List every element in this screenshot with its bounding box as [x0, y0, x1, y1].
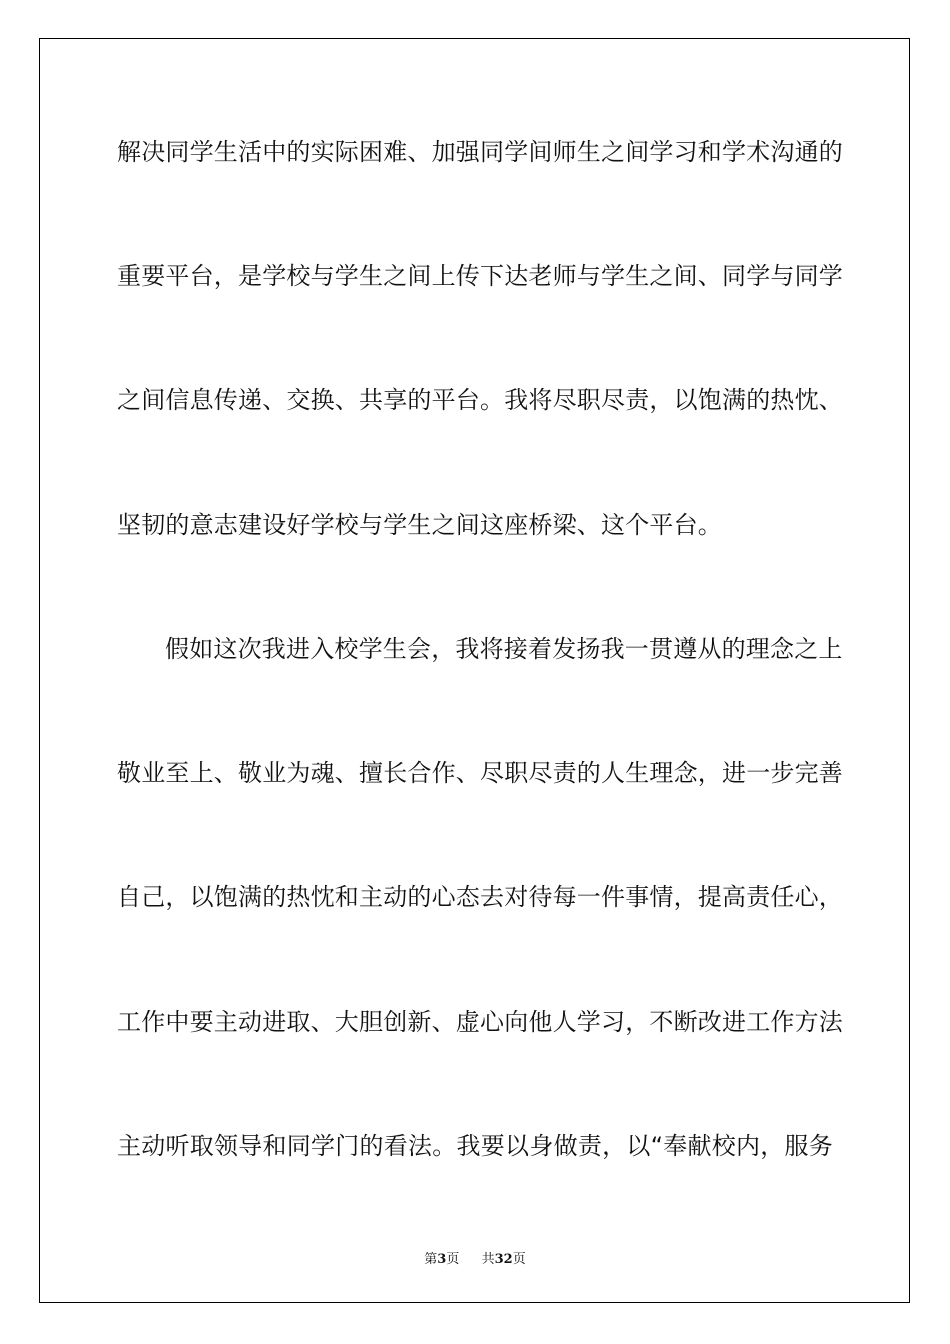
total-suffix: 页	[512, 1252, 526, 1267]
total-prefix: 共	[481, 1252, 495, 1267]
text-line-1: 解决同学生活中的实际困难、加强同学间师生之间学习和学术沟通的	[117, 138, 843, 166]
page-suffix: 页	[446, 1252, 460, 1267]
total-pages: 32	[494, 1252, 513, 1267]
page-prefix: 第	[424, 1252, 438, 1267]
page-number: 3	[437, 1252, 447, 1267]
text-line-9: 主动听取领导和同学门的看法。我要以身做责，以“奉献校内，服务	[117, 1132, 833, 1160]
text-line-6: 敬业至上、敬业为魂、擅长合作、尽职尽责的人生理念，进一步完善	[117, 759, 843, 787]
page-footer	[0, 1248, 950, 1267]
text-line-5: 假如这次我进入校学生会，我将接着发扬我一贯遵从的理念之上	[165, 635, 843, 663]
page-border	[39, 38, 910, 1303]
text-line-4: 坚韧的意志建设好学校与学生之间这座桥梁、这个平台。	[117, 511, 722, 539]
text-line-3: 之间信息传递、交换、共享的平台。我将尽职尽责，以饱满的热忱、	[117, 386, 843, 414]
text-line-7: 自己，以饱满的热忱和主动的心态去对待每一件事情，提高责任心，	[117, 883, 843, 911]
text-line-8: 工作中要主动进取、大胆创新、虚心向他人学习，不断改进工作方法	[117, 1008, 843, 1036]
text-line-2: 重要平台，是学校与学生之间上传下达老师与学生之间、同学与同学	[117, 262, 843, 290]
